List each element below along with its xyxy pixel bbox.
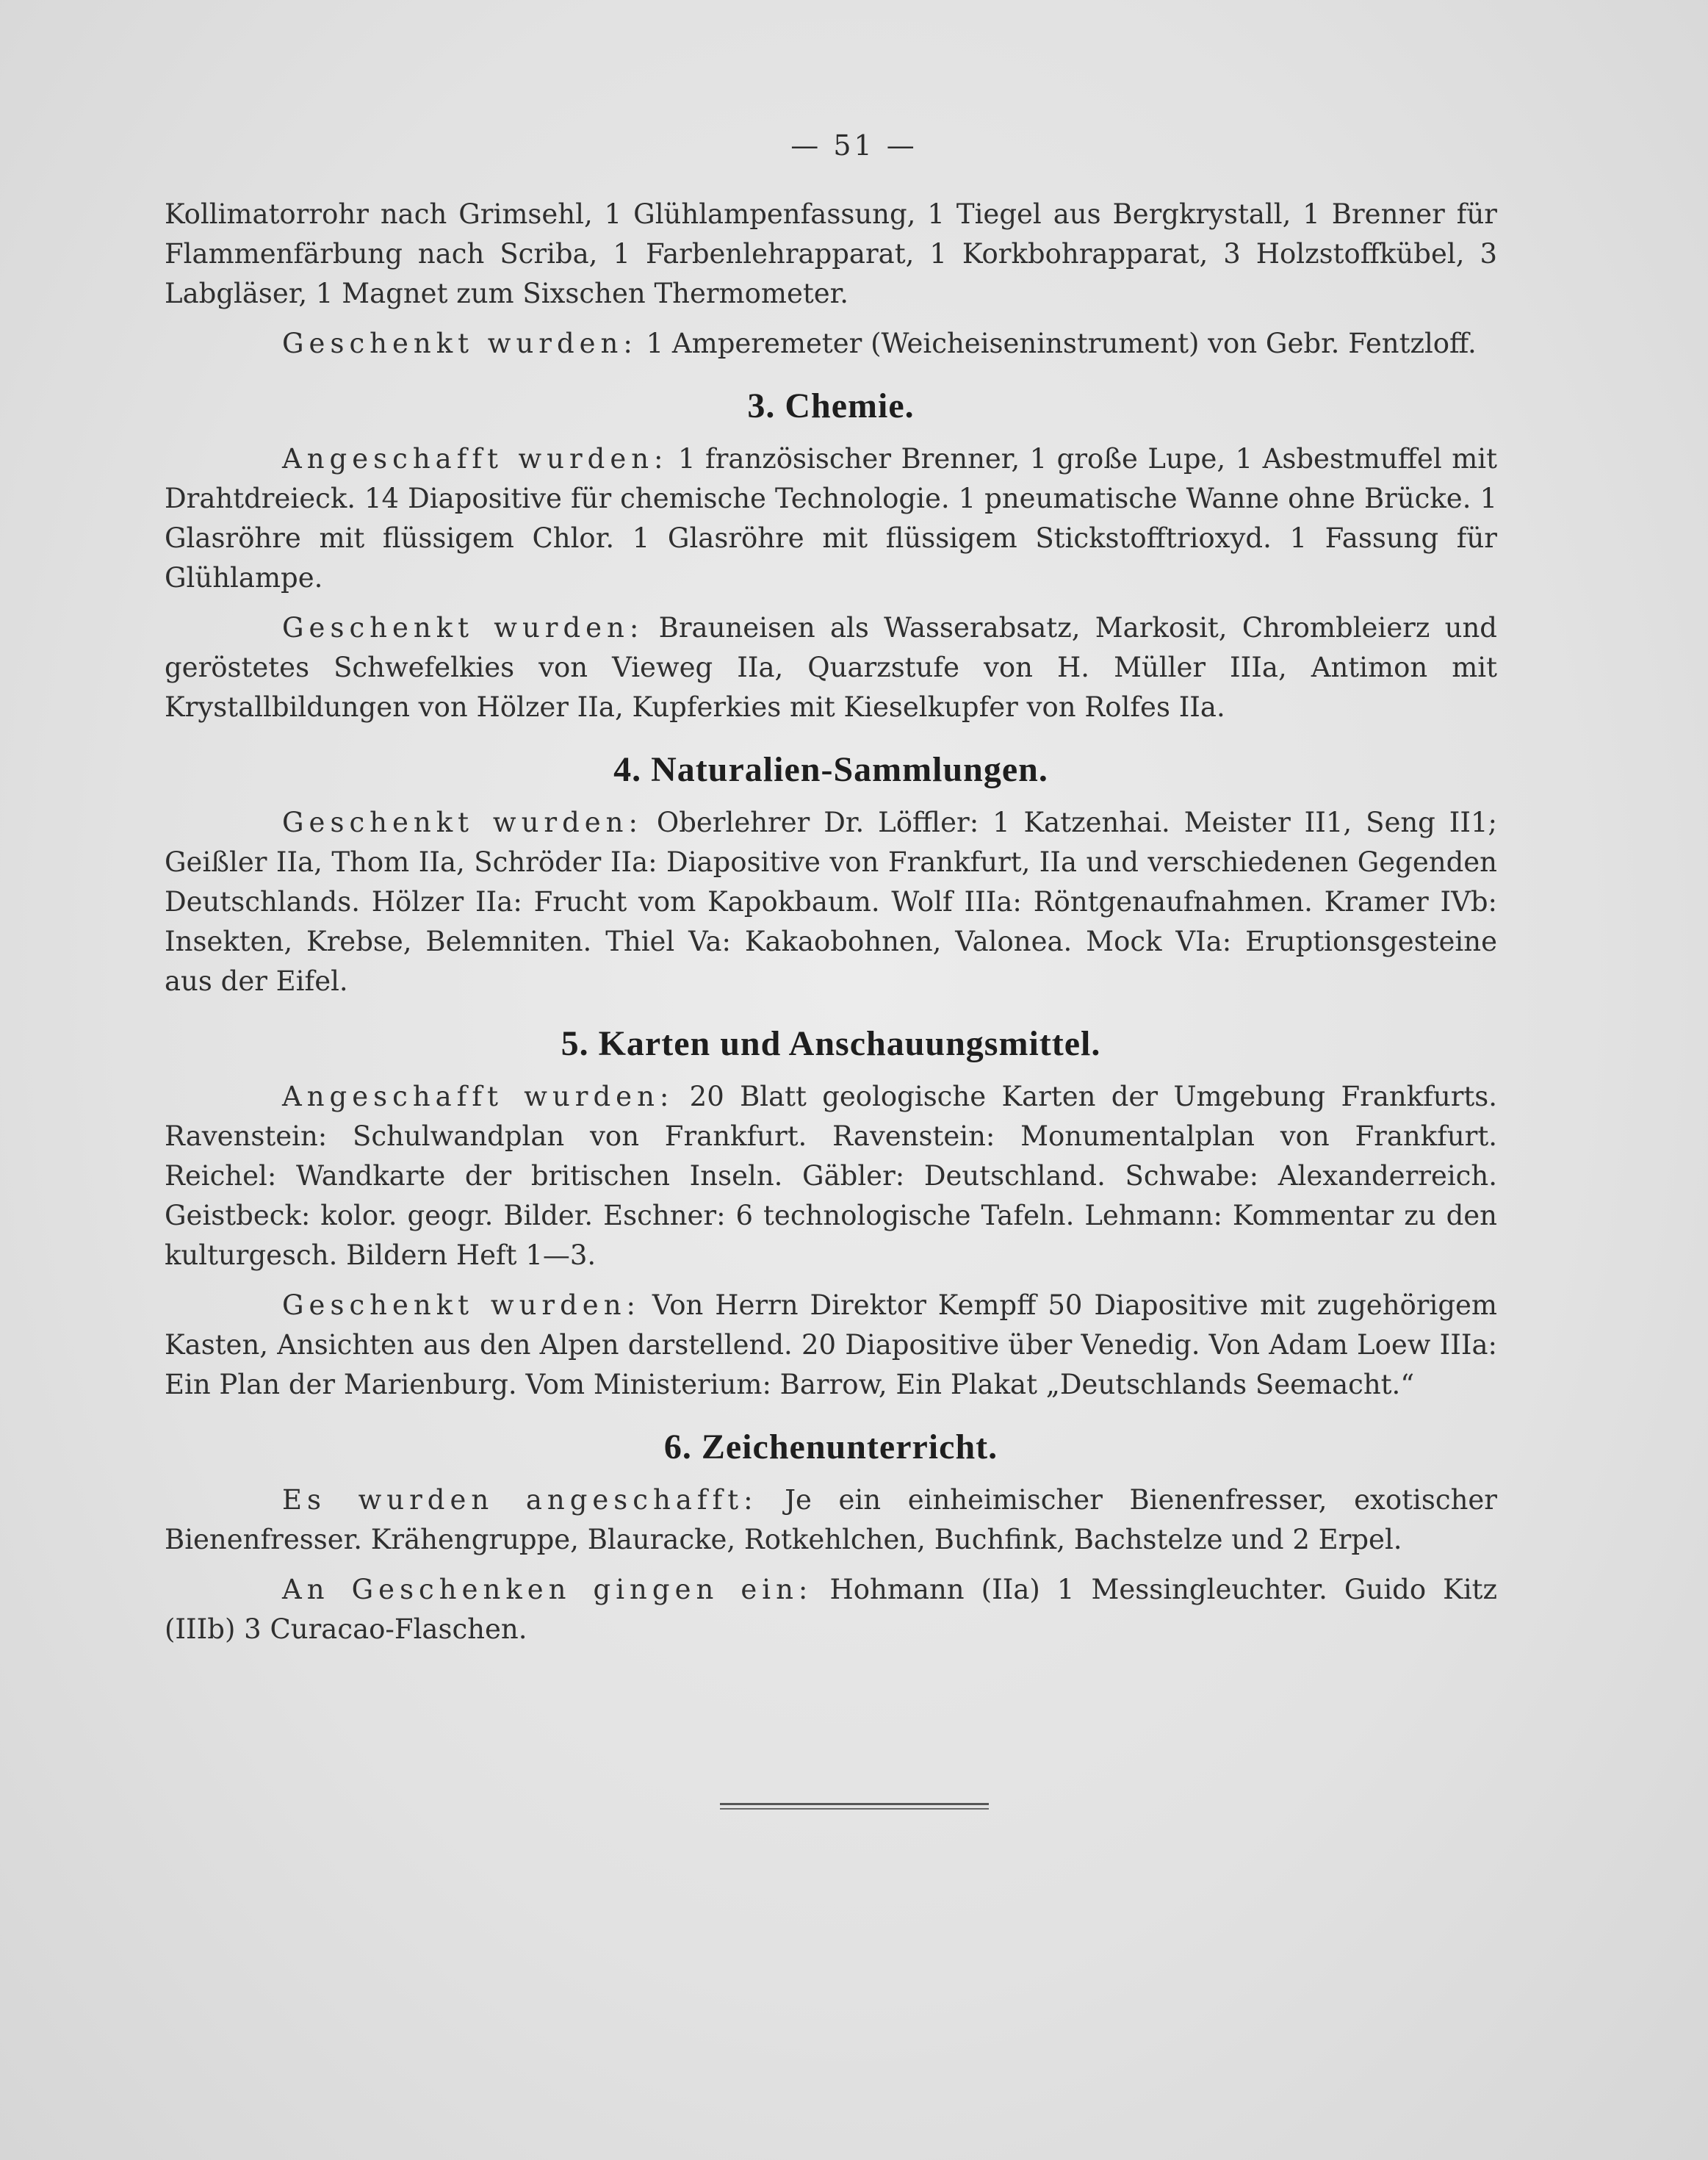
page-body bbox=[165, 195, 1497, 1660]
chemie-gifts-text: Brauneisen als Wasserabsatz, Markosit, Chrombleierz und geröstetes Schwefelkies von Vieweg IIa, Quarzstufe von H. Müller IIIa, Antimon mit Krystallbildungen von Hölzer IIa, Kupferkies mit Kieselkupfer von Rolfes IIa. bbox=[165, 612, 1497, 723]
zeichen-purchases-lead: Es wurden angeschafft: bbox=[282, 1484, 758, 1516]
zeichen-gifts-paragraph bbox=[165, 1570, 1497, 1649]
closing-double-rule bbox=[720, 1803, 989, 1810]
naturalien-gifts-lead: Geschenkt wurden: bbox=[282, 807, 643, 838]
chemie-purchases-text: 1 französischer Brenner, 1 große Lupe, 1 Asbestmuffel mit Drahtdreieck. 14 Diapositive für chemische Technologie. 1 pneumatische Wanne ohne Brücke. 1 Glasröhre mit flüssigem Chlor. 1 Glasröhre mit flüssigem Stickstofftrioxyd. 1 Fassung für Glühlampe. bbox=[165, 443, 1497, 594]
physics-gifts-lead: Geschenkt wurden: bbox=[282, 328, 638, 359]
karten-purchases-text: 20 Blatt geologische Karten der Umgebung Frankfurts. Ravenstein: Schulwandplan von Frankfurt. Ravenstein: Monumentalplan von Frankfurt. Reichel: Wandkarte der britischen Inseln. Gäbler: Deutschland. Schwabe: Alexanderreich. Geistbeck: kolor. geogr. Bilder. Eschner: 6 technologische Tafeln. Lehmann: Kommentar zu den kulturgesch. Bildern Heft 1—3. bbox=[165, 1081, 1498, 1271]
chemie-heading: 3. Chemie. bbox=[747, 386, 915, 425]
karten-gifts-lead: Geschenkt wurden: bbox=[282, 1289, 641, 1321]
karten-gifts-text: Von Herrn Direktor Kempff 50 Diapositive mit zugehörigem Kasten, Ansichten aus den Alpen darstellend. 20 Diapositive über Venedig. Von Adam Loew IIIa: Ein Plan der Marienburg. Vom Ministerium: Barrow, Ein Plakat „Deutschlands Seemacht.“ bbox=[165, 1289, 1497, 1400]
zeichen-gifts-lead: An Geschenken gingen ein: bbox=[282, 1574, 813, 1605]
naturalien-gifts-paragraph bbox=[165, 803, 1497, 1001]
physics-gifts-text: 1 Amperemeter (Weicheiseninstrument) von Gebr. Fentzloff. bbox=[637, 328, 1477, 359]
chemie-gifts-lead: Geschenkt wurden: bbox=[282, 612, 644, 644]
chemie-purchases-lead: Angeschafft wurden: bbox=[282, 443, 669, 475]
zeichen-purchases-text: Je ein einheimischer Bienenfresser, exotischer Bienenfresser. Krähengruppe, Blauracke, Rotkehlchen, Buchfink, Bachstelze und 2 Erpel. bbox=[165, 1484, 1497, 1555]
naturalien-gifts-text: Oberlehrer Dr. Löffler: 1 Katzenhai. Meister II1, Seng II1; Geißler IIa, Thom IIa, Schröder IIa: Diapositive von Frankfurt, IIa und verschiedenen Gegenden Deutschlands. Hölzer IIa: Frucht vom Kapokbaum. Wolf IIIa: Röntgenaufnahmen. Kramer IVb: Insekten, Krebse, Belemniten. Thiel Va: Kakaobohnen, Valonea. Mock VIa: Eruptionsgesteine aus der Eifel. bbox=[165, 807, 1497, 997]
chemie-purchases-paragraph bbox=[165, 439, 1497, 598]
closing-rule-container bbox=[0, 1799, 1708, 1812]
zeichen-purchases-paragraph bbox=[165, 1480, 1497, 1560]
physics-gifts-paragraph bbox=[165, 324, 1497, 364]
chemie-gifts-paragraph bbox=[165, 608, 1497, 727]
page-number: — 51 — bbox=[790, 129, 918, 162]
physics-continuation-paragraph: Kollimatorrohr nach Grimsehl, 1 Glühlampenfassung, 1 Tiegel aus Bergkrystall, 1 Brenner für Flammenfärbung nach Scriba, 1 Farbenlehrapparat, 1 Korkbohrapparat, 3 Holzstoffkübel, 3 Labgläser, 1 Magnet zum Sixschen Thermometer. bbox=[165, 198, 1497, 309]
karten-purchases-lead: Angeschafft wurden: bbox=[282, 1081, 674, 1112]
karten-gifts-paragraph bbox=[165, 1286, 1497, 1405]
karten-heading: 5. Karten und Anschauungsmittel. bbox=[561, 1024, 1101, 1063]
naturalien-heading: 4. Naturalien-Sammlungen. bbox=[613, 750, 1048, 789]
zeichen-heading: 6. Zeichenunterricht. bbox=[663, 1428, 998, 1466]
zeichen-gifts-text: Hohmann (IIa) 1 Messingleuchter. Guido Kitz (IIIb) 3 Curacao-Flaschen. bbox=[165, 1574, 1498, 1645]
karten-purchases-paragraph bbox=[165, 1077, 1497, 1275]
